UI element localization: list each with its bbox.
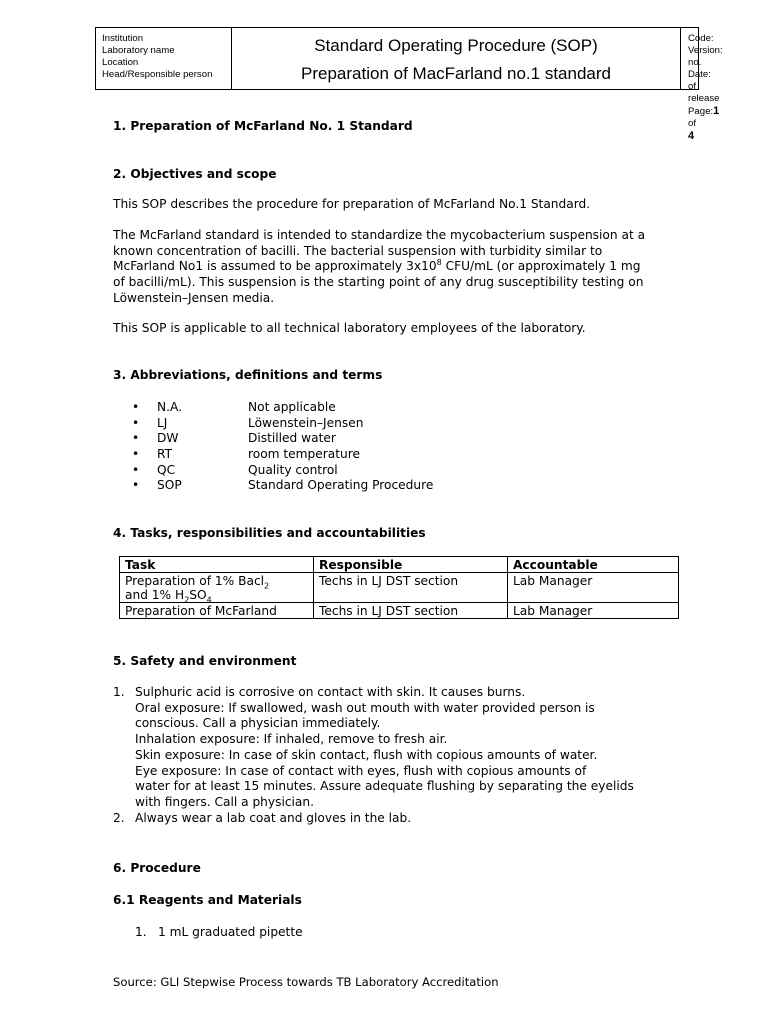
section-4-heading: 4. Tasks, responsibilities and accountabilities bbox=[113, 526, 426, 540]
list-item: 1. 1 mL graduated pipette bbox=[135, 925, 303, 939]
header-laboratory-name: Laboratory name bbox=[102, 45, 175, 56]
list-item: 2. Always wear a lab coat and gloves in the lab. bbox=[113, 810, 412, 825]
header-responsible-person: Head/Responsible person bbox=[102, 69, 213, 80]
list-item: • LJ Löwenstein–Jensen bbox=[132, 415, 364, 430]
header-meta-block bbox=[680, 28, 723, 142]
header-date: Date: of release bbox=[688, 69, 720, 104]
header-code: Code: bbox=[688, 33, 714, 44]
column-header-accountable: Accountable bbox=[508, 557, 679, 573]
responsible-cell: Techs in LJ DST section bbox=[314, 603, 508, 619]
list-item: • RT room temperature bbox=[132, 447, 361, 462]
task-cell: Preparation of 1% Bacl$_2$ and 1% $H_2SO_4$ bbox=[120, 573, 314, 603]
section-3-heading: 3. Abbreviations, definitions and terms bbox=[113, 368, 383, 382]
responsible-cell: Techs in LJ DST section bbox=[314, 573, 508, 603]
column-header-responsible: Responsible bbox=[314, 557, 508, 573]
accountable-cell: Lab Manager bbox=[508, 573, 679, 603]
header-institution: Institution bbox=[102, 33, 144, 44]
header-version: Version: no. bbox=[688, 45, 723, 68]
page-footer-source: Source: GLI Stepwise Process towards TB Laboratory Accreditation bbox=[113, 975, 499, 989]
header-location: Location bbox=[102, 57, 139, 68]
list-item: • SOP Standard Operating Procedure bbox=[132, 478, 434, 493]
section-6-1-heading: 6.1 Reagents and Materials bbox=[113, 893, 302, 907]
header-title-block bbox=[232, 28, 681, 89]
safety-list bbox=[113, 685, 673, 826]
task-cell: Preparation of McFarland bbox=[120, 603, 314, 619]
section-2-heading: 2. Objectives and scope bbox=[113, 167, 277, 181]
page-number: 1 bbox=[713, 105, 720, 117]
table-row bbox=[120, 573, 679, 603]
reagents-list bbox=[135, 925, 303, 941]
list-item: • DW Distilled water bbox=[132, 431, 336, 446]
accountable-cell: Lab Manager bbox=[508, 603, 679, 619]
section-5-heading: 5. Safety and environment bbox=[113, 654, 297, 668]
tasks-table bbox=[119, 556, 679, 619]
list-item: • N.A. Not applicable bbox=[132, 400, 336, 414]
section-1-heading: 1. Preparation of McFarland No. 1 Standard bbox=[113, 119, 413, 133]
header-subtitle: Preparation of MacFarland no.1 standard bbox=[301, 64, 611, 83]
objectives-paragraph-1: This SOP describes the procedure for preparation of McFarland No.1 Standard. bbox=[113, 197, 591, 211]
header-institution-block bbox=[96, 28, 232, 89]
table-header-row bbox=[120, 557, 679, 573]
objectives-paragraph-3: This SOP is applicable to all technical laboratory employees of the laboratory. bbox=[113, 321, 586, 335]
table-row bbox=[120, 603, 679, 619]
list-item: • QC Quality control bbox=[132, 462, 338, 477]
abbreviations-list bbox=[132, 400, 552, 494]
page-total: 4 bbox=[688, 130, 695, 142]
section-6-heading: 6. Procedure bbox=[113, 861, 201, 875]
header-page: Page:1 of 4 bbox=[688, 105, 720, 142]
objectives-paragraph-2: The McFarland standard is intended to standardize the mycobacterium suspension at a known concentration of bacilli. The bacterial suspension with turbidity similar to McFarland No1 is assumed to be approximately $3x10^8$ CFU/mL (or approximately 1 mg of bacilli/mL). This suspension is the starting point of any drug susceptibility testing on Löwenstein–Jensen media. bbox=[113, 228, 646, 305]
list-item: 1. Sulphuric acid is corrosive on contact with skin. It causes burns. Oral exposure: If swallowed, wash out mouth with water provided person is conscious. Call a physician immediately. Inhalation exposure: If inhaled, remove to fresh air. Skin exposure: In case of skin contact, flush with copious amounts of water. Eye exposure: In case of contact with eyes, flush with copious amounts of water for at least 15 minutes. Assure adequate flushing by separating the eyelids with fingers. Call a physician. bbox=[113, 685, 634, 809]
header-title: Standard Operating Procedure (SOP) bbox=[314, 36, 598, 55]
column-header-task: Task bbox=[120, 557, 314, 573]
